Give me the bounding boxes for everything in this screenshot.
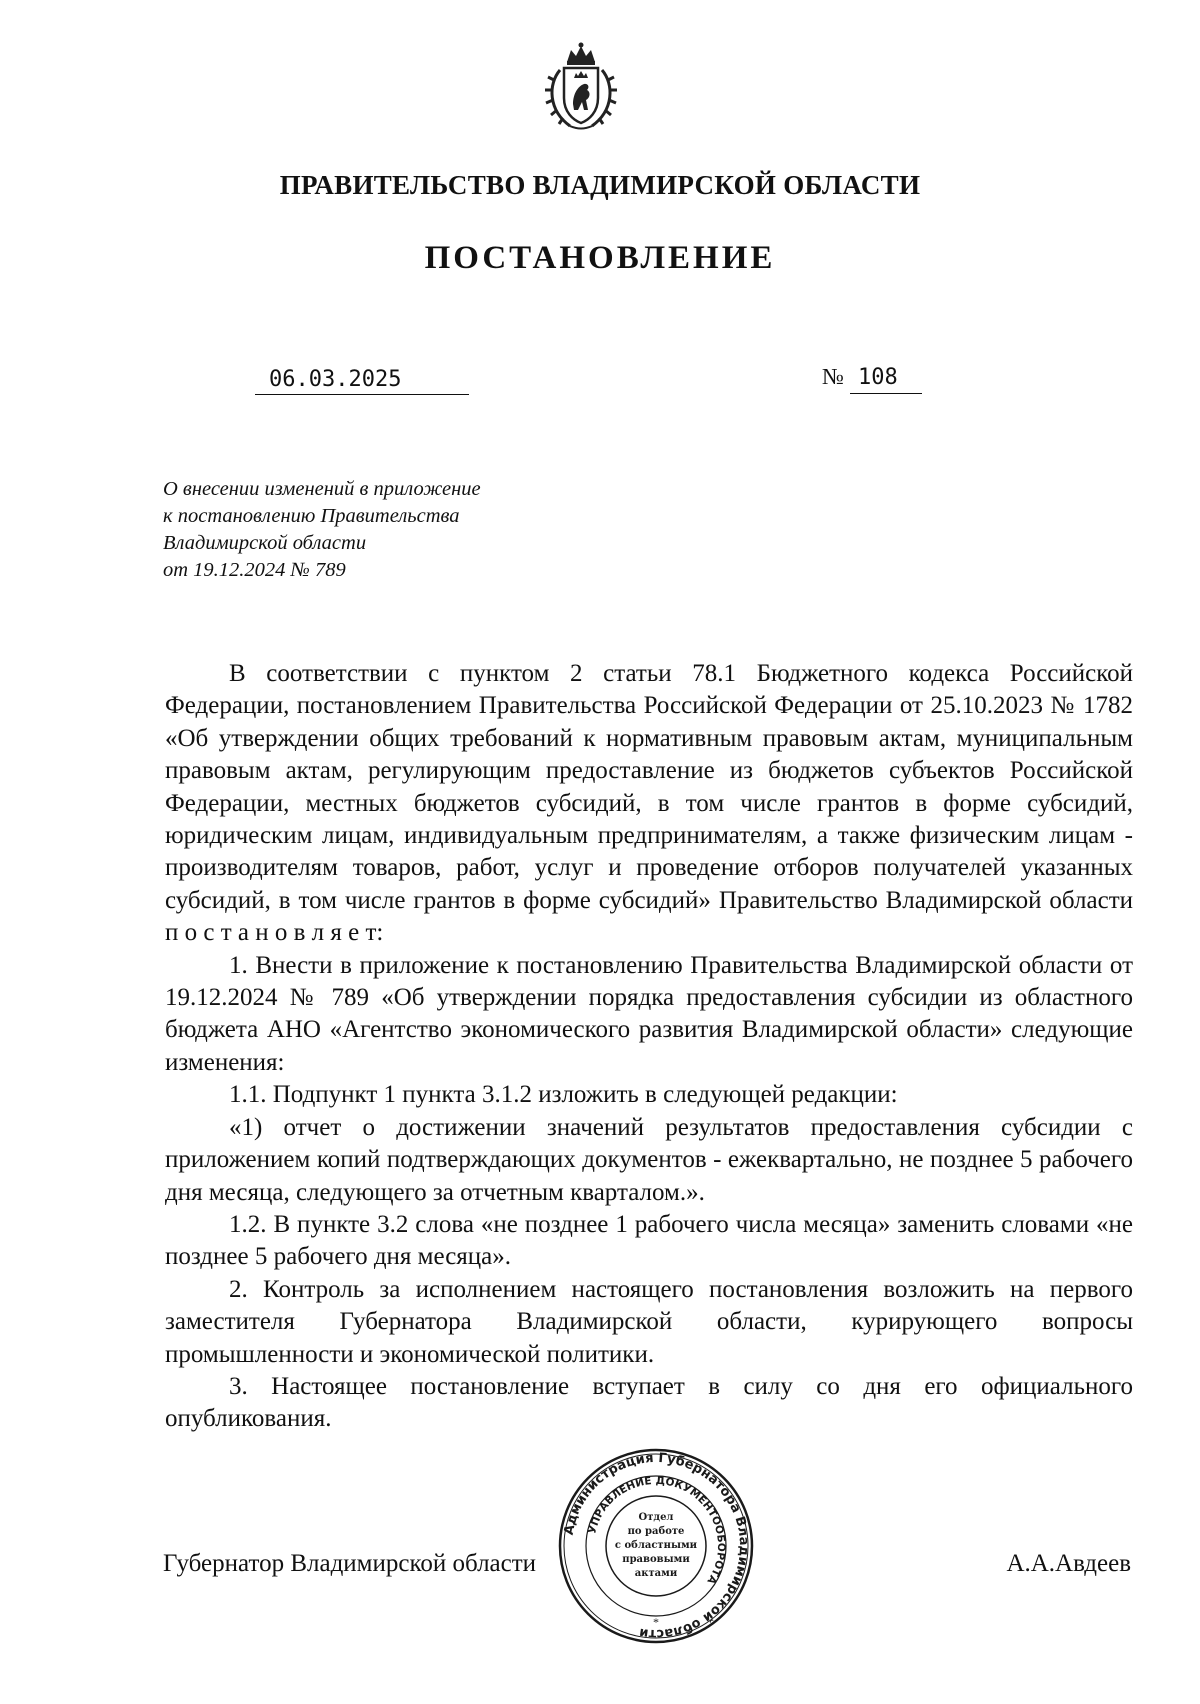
svg-text:*: * [653, 1615, 659, 1629]
paragraph-1-1: 1.1. Подпункт 1 пункта 3.1.2 изложить в следующей редакции: [229, 1081, 898, 1109]
stamp-middle-text: УПРАВЛЕНИЕ ДОКУМЕНТООБОРОТА [586, 1474, 728, 1587]
stamp-inner-line: Отдел [638, 1512, 674, 1523]
document-date: 06.03.2025 [255, 366, 469, 395]
stamp-outer-text: Администрация Губернатора Владимирской области [561, 1450, 752, 1642]
resolves-word: п о с т а н о в л я е т: [165, 919, 384, 947]
preamble-paragraph [165, 658, 1133, 950]
signatory-position: Губернатор Владимирской области [163, 1550, 537, 1577]
stamp-inner-line: правовыми [622, 1554, 690, 1565]
stamp-inner-line: актами [634, 1568, 678, 1579]
paragraph-1-2: 1.2. В пункте 3.2 слова «не позднее 1 рабочего числа месяца» заменить словами «не позднее 5 рабочего дня месяца». [165, 1210, 1133, 1271]
document-number-field [822, 362, 922, 394]
signatory-name: А.А.Авдеев [1006, 1550, 1131, 1577]
subject-line: от 19.12.2024 № 789 [163, 559, 346, 581]
stamp-inner-line: с областными [614, 1540, 698, 1551]
document-number: 108 [850, 363, 922, 394]
organization-title: ПРАВИТЕЛЬСТВО ВЛАДИМИРСКОЙ ОБЛАСТИ [279, 170, 921, 200]
paragraph-3: 3. Настоящее постановление вступает в силу со дня его официального опубликования. [165, 1372, 1133, 1433]
paragraph-1-1-text: «1) отчет о достижении значений результатов предоставления субсидии с приложением копий подтверждающих документов - ежеквартально, не позднее 5 рабочего дня месяца, следующего за отчетным кварталом.». [165, 1113, 1133, 1206]
stamp-inner-line: по работе [627, 1526, 685, 1537]
coat-of-arms-icon [540, 40, 622, 132]
document-type-heading: ПОСТАНОВЛЕНИЕ [424, 240, 776, 276]
document-body [165, 658, 1133, 1436]
subject-line: О внесении изменений в приложение [163, 478, 481, 500]
document-subject [163, 476, 481, 584]
number-sign: № [822, 364, 844, 389]
official-stamp [556, 1446, 756, 1646]
preamble-text: В соответствии с пунктом 2 статьи 78.1 Бюджетного кодекса Российской Федерации, постановлением Правительства Российской Федерации от 25.10.2023 № 1782 «Об утверждении общих требований к нормативным правовым актам, муниципальным правовым актам, регулирующим предоставление из бюджетов субъектов Российской Федерации, местных бюджетов субсидий, в том числе грантов в форме субсидий, юридическим лицам, индивидуальным предпринимателям, а также физическим лицам - производителям товаров, работ, услуг и проведение отборов получателей указанных субсидий, в том числе грантов в форме субсидий» Правительство Владимирской области [165, 660, 1133, 914]
subject-line: к постановлению Правительства [163, 505, 460, 527]
subject-line: Владимирской области [163, 532, 367, 554]
paragraph-1: 1. Внести в приложение к постановлению Правительства Владимирской области от 19.12.2024 № 789 «Об утверждении порядка предоставления субсидии из областного бюджета АНО «Агентство экономического развития Владимирской области» следующие изменения: [165, 951, 1133, 1076]
paragraph-2: 2. Контроль за исполнением настоящего постановления возложить на первого заместителя Губернатора Владимирской области, курирующего вопросы промышленности и экономической политики. [165, 1275, 1133, 1368]
